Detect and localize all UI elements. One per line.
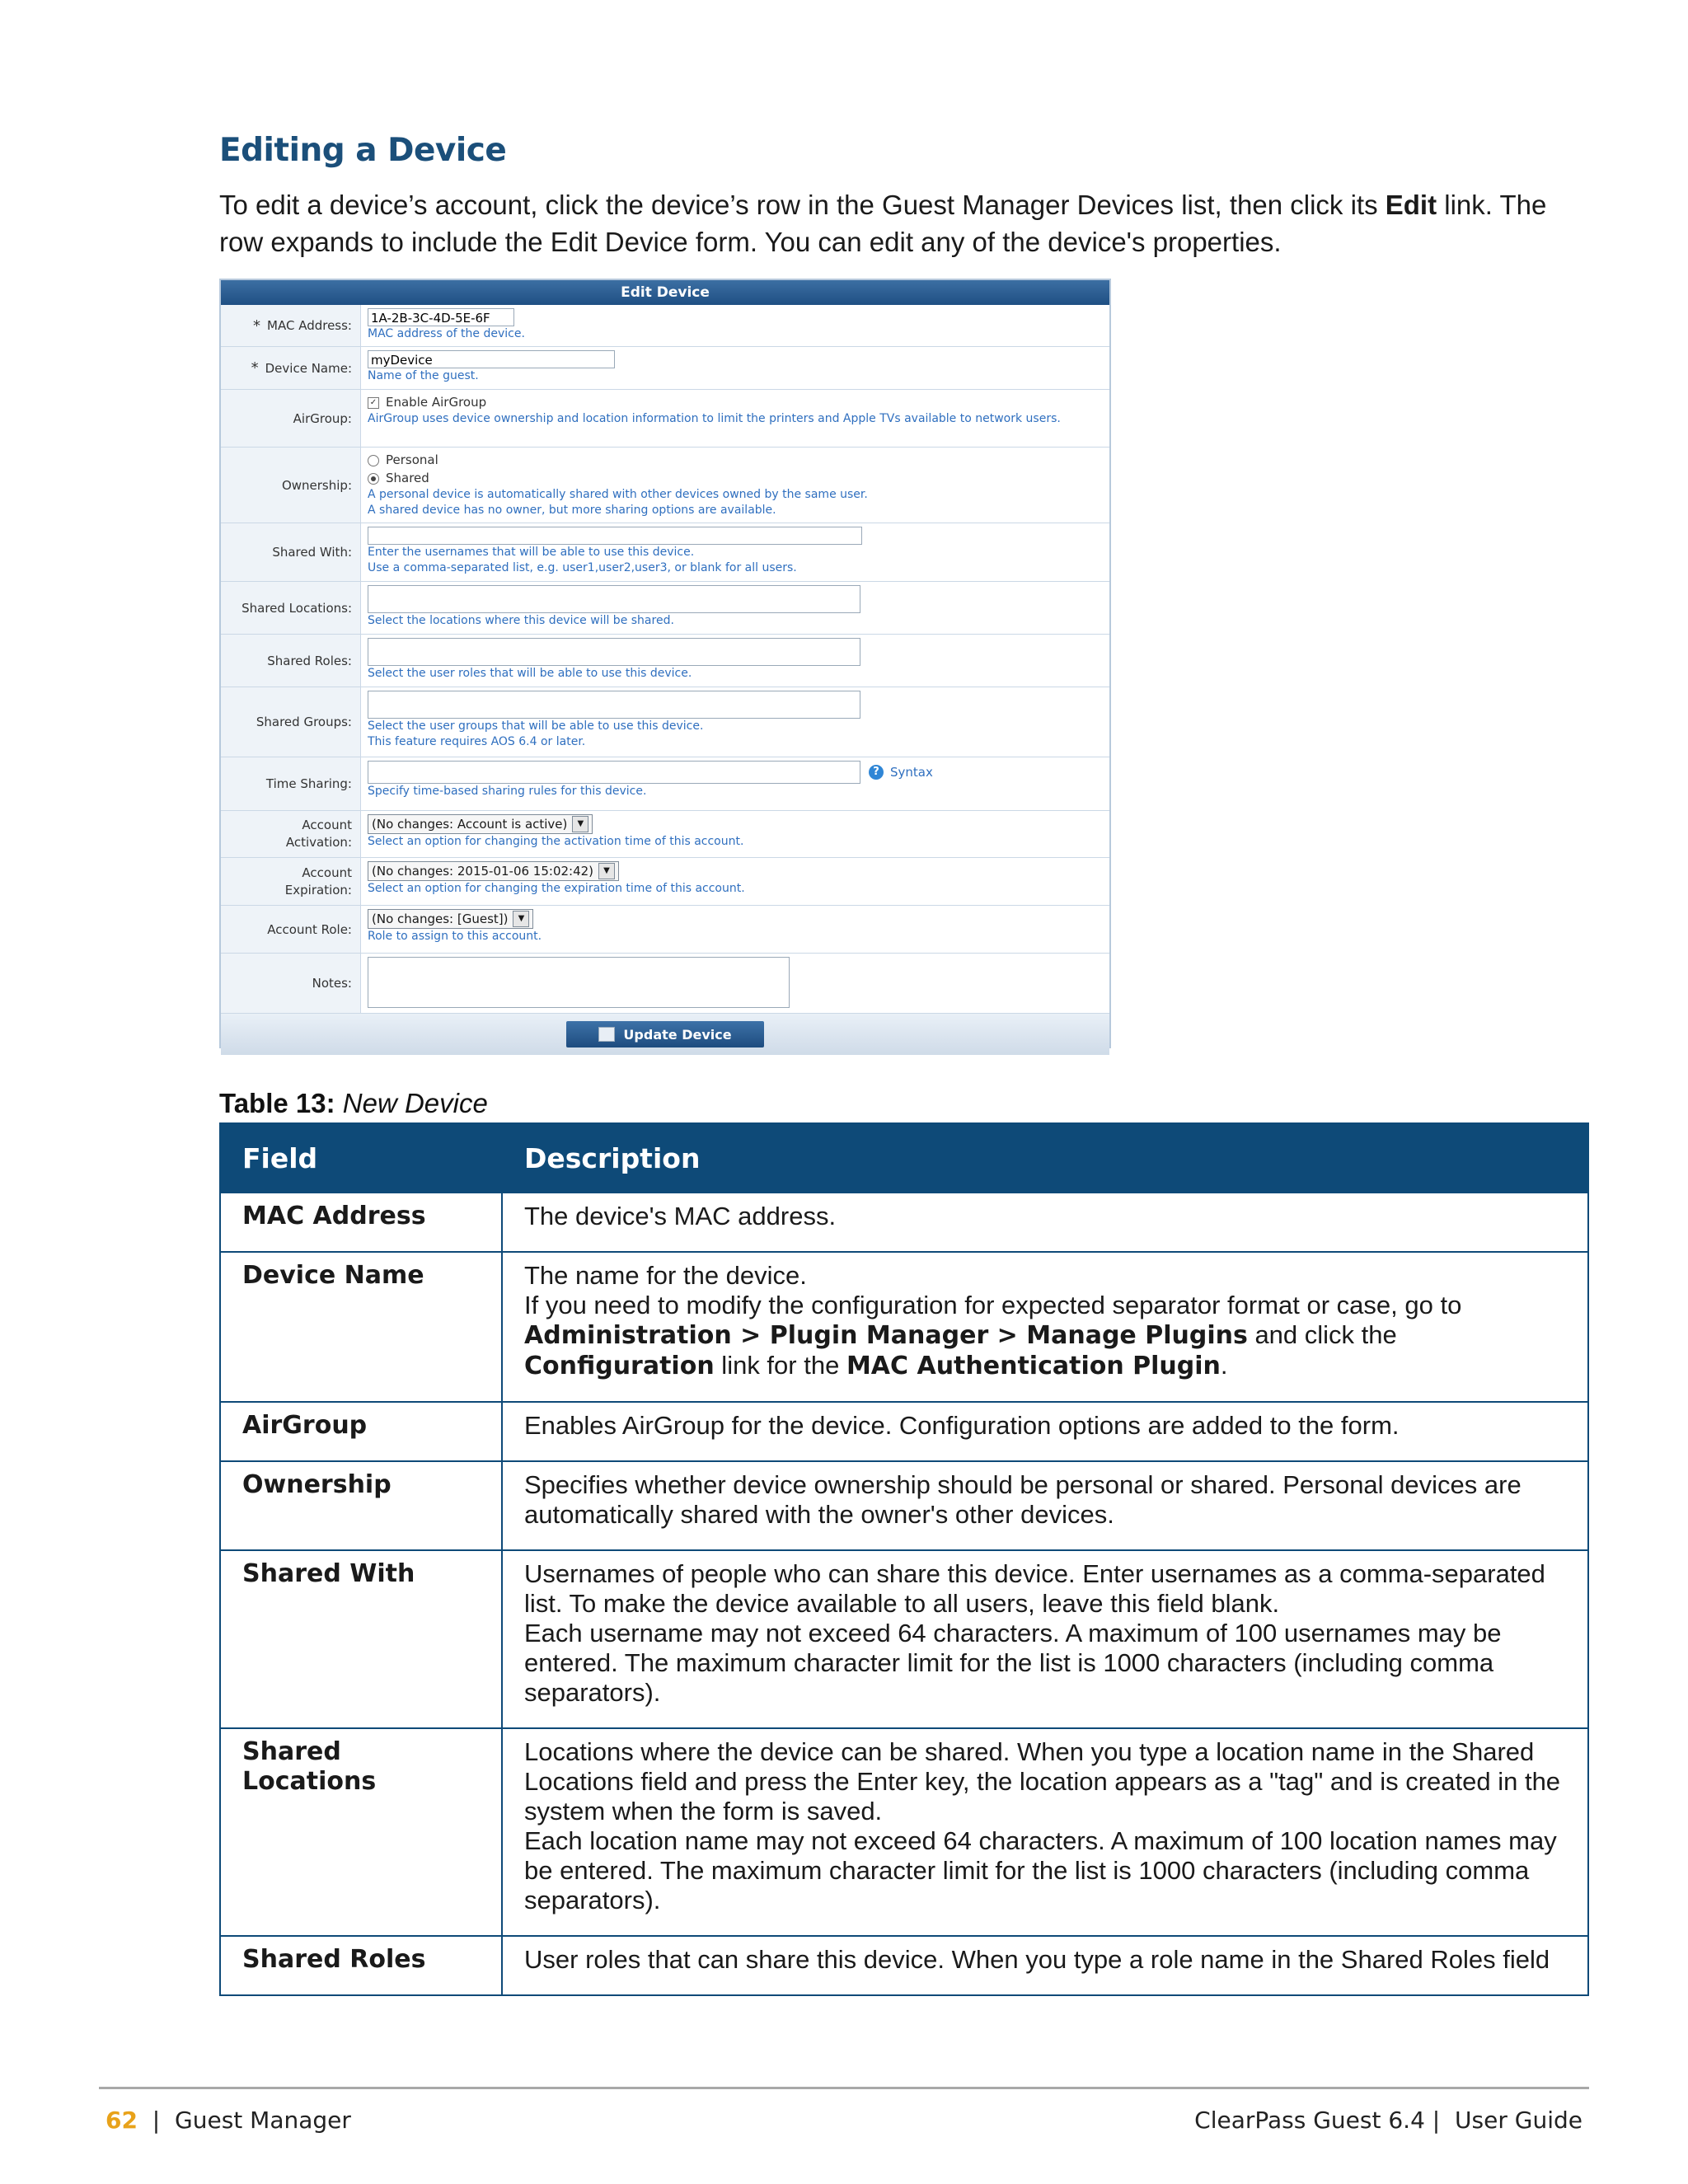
description-cell: The device's MAC address. bbox=[502, 1193, 1588, 1252]
table-row bbox=[220, 1193, 1588, 1252]
airgroup-row: AirGroup: ✓ Enable AirGroup AirGroup uses device ownership and location information to limit the printers and Apple TVs available to network users. bbox=[221, 390, 1109, 448]
table-row bbox=[220, 1461, 1588, 1550]
dropdown-arrow-icon: ▼ bbox=[598, 863, 615, 879]
device-fields-table bbox=[219, 1122, 1589, 1996]
description-cell: Enables AirGroup for the device. Configuration options are added to the form. bbox=[502, 1402, 1588, 1461]
description-cell: Specifies whether device ownership should be personal or shared. Personal devices are automatically shared with the owner's other devices. bbox=[502, 1461, 1588, 1550]
shared-roles-input[interactable] bbox=[368, 638, 860, 666]
form-footer bbox=[221, 1014, 1109, 1055]
description-cell: Usernames of people who can share this device. Enter usernames as a comma-separated list. To make the device available to all users, leave this field blank. Each username may not exceed 64 characters. A maximum of 100 usernames may be entered. The maximum character limit for the list is 1000 characters (including comma separators). bbox=[502, 1550, 1588, 1728]
ownership-row: Ownership: Personal Shared A personal device is automatically shared with other devices owned by the same user. A shared device has no owner, but more sharing options are available. bbox=[221, 448, 1109, 523]
intro-paragraph: To edit a device’s account, click the device’s row in the Guest Manager Devices list, then click its Edit link. The row expands to include the Edit Device form. You can edit any of the device's properties. bbox=[219, 190, 1547, 257]
column-header-description: Description bbox=[502, 1123, 1588, 1193]
account-expiration-select[interactable]: (No changes: 2015-01-06 15:02:42) ▼ bbox=[368, 861, 619, 881]
section-name: Guest Manager bbox=[175, 2107, 351, 2134]
device-name-input[interactable]: myDevice bbox=[368, 350, 615, 368]
account-role-select[interactable]: (No changes: [Guest]) ▼ bbox=[368, 909, 533, 929]
notes-row: Notes: bbox=[221, 954, 1109, 1014]
account-expiration-row: Account Expiration: (No changes: 2015-01-06 15:02:42) ▼ Select an option for changing the expiration time of this account. bbox=[221, 858, 1109, 906]
table-caption: Table 13: New Device bbox=[219, 1088, 488, 1118]
required-marker: * bbox=[253, 316, 261, 335]
account-activation-row: Account Activation: (No changes: Account is active) ▼ Select an option for changing the activation time of this account. bbox=[221, 811, 1109, 858]
field-cell: Ownership bbox=[220, 1461, 502, 1550]
form-title: Edit Device bbox=[221, 280, 1109, 305]
account-role-row: Account Role: (No changes: [Guest]) ▼ Role to assign to this account. bbox=[221, 906, 1109, 954]
field-cell: Shared With bbox=[220, 1550, 502, 1728]
table-row bbox=[220, 1550, 1588, 1728]
shared-locations-row: Shared Locations: Select the locations where this device will be shared. bbox=[221, 582, 1109, 635]
shared-groups-input[interactable] bbox=[368, 691, 860, 719]
shared-radio[interactable] bbox=[368, 473, 379, 485]
footer-divider bbox=[99, 2087, 1589, 2089]
update-device-button[interactable]: Update Device bbox=[566, 1021, 764, 1047]
field-cell: Shared Roles bbox=[220, 1936, 502, 1995]
table-row bbox=[220, 1252, 1588, 1402]
table-row bbox=[220, 1728, 1588, 1936]
description-cell: The name for the device. If you need to modify the configuration for expected separator format or case, go to Administration > Plugin Manager > Manage Plugins and click the Configuration link for the MAC Authentication Plugin. bbox=[502, 1252, 1588, 1402]
shared-locations-input[interactable] bbox=[368, 585, 860, 613]
account-activation-select[interactable]: (No changes: Account is active) ▼ bbox=[368, 814, 593, 834]
footer-right: ClearPass Guest 6.4 | User Guide bbox=[1194, 2107, 1582, 2134]
table-row bbox=[220, 1402, 1588, 1461]
column-header-field: Field bbox=[220, 1123, 502, 1193]
table-row bbox=[220, 1936, 1588, 1995]
description-cell: User roles that can share this device. When you type a role name in the Shared Roles field bbox=[502, 1936, 1588, 1995]
time-sharing-input[interactable] bbox=[368, 761, 860, 784]
mac-address-row: * MAC Address: 1A-2B-3C-4D-5E-6F MAC address of the device. bbox=[221, 305, 1109, 347]
save-icon bbox=[598, 1027, 615, 1042]
description-cell: Locations where the device can be shared. When you type a location name in the Shared Locations field and press the Enter key, the location appears as a "tag" and is created in the system when the form is saved. Each location name may not exceed 64 characters. A maximum of 100 location names may be entered. The maximum character limit for the list is 1000 characters (including comma separators). bbox=[502, 1728, 1588, 1936]
edit-device-screenshot bbox=[219, 279, 1111, 1048]
table-header-row bbox=[220, 1123, 1588, 1193]
shared-with-row: Shared With: Enter the usernames that will be able to use this device. Use a comma-separated list, e.g. user1,user2,user3, or blank for all users. bbox=[221, 523, 1109, 582]
dropdown-arrow-icon: ▼ bbox=[513, 911, 529, 927]
field-cell: AirGroup bbox=[220, 1402, 502, 1461]
field-cell: Device Name bbox=[220, 1252, 502, 1402]
device-name-row: * Device Name: myDevice Name of the guest. bbox=[221, 347, 1109, 390]
footer-left: 62 | Guest Manager bbox=[106, 2107, 351, 2134]
shared-with-input[interactable] bbox=[368, 527, 862, 545]
enable-airgroup-checkbox[interactable]: ✓ bbox=[368, 397, 379, 409]
shared-groups-row: Shared Groups: Select the user groups that will be able to use this device. This feature requires AOS 6.4 or later. bbox=[221, 687, 1109, 757]
required-marker: * bbox=[251, 359, 259, 377]
notes-textarea[interactable] bbox=[368, 957, 790, 1008]
page-number: 62 bbox=[106, 2107, 138, 2134]
dropdown-arrow-icon: ▼ bbox=[572, 816, 588, 832]
field-cell: MAC Address bbox=[220, 1193, 502, 1252]
mac-address-input[interactable]: 1A-2B-3C-4D-5E-6F bbox=[368, 308, 514, 326]
shared-roles-row: Shared Roles: Select the user roles that will be able to use this device. bbox=[221, 635, 1109, 687]
field-cell: Shared Locations bbox=[220, 1728, 502, 1936]
syntax-link[interactable]: ? Syntax bbox=[869, 765, 933, 780]
time-sharing-row: Time Sharing: ? Syntax Specify time-based sharing rules for this device. bbox=[221, 757, 1109, 811]
personal-radio[interactable] bbox=[368, 455, 379, 466]
help-icon: ? bbox=[869, 765, 884, 780]
page-title: Editing a Device bbox=[219, 132, 507, 169]
